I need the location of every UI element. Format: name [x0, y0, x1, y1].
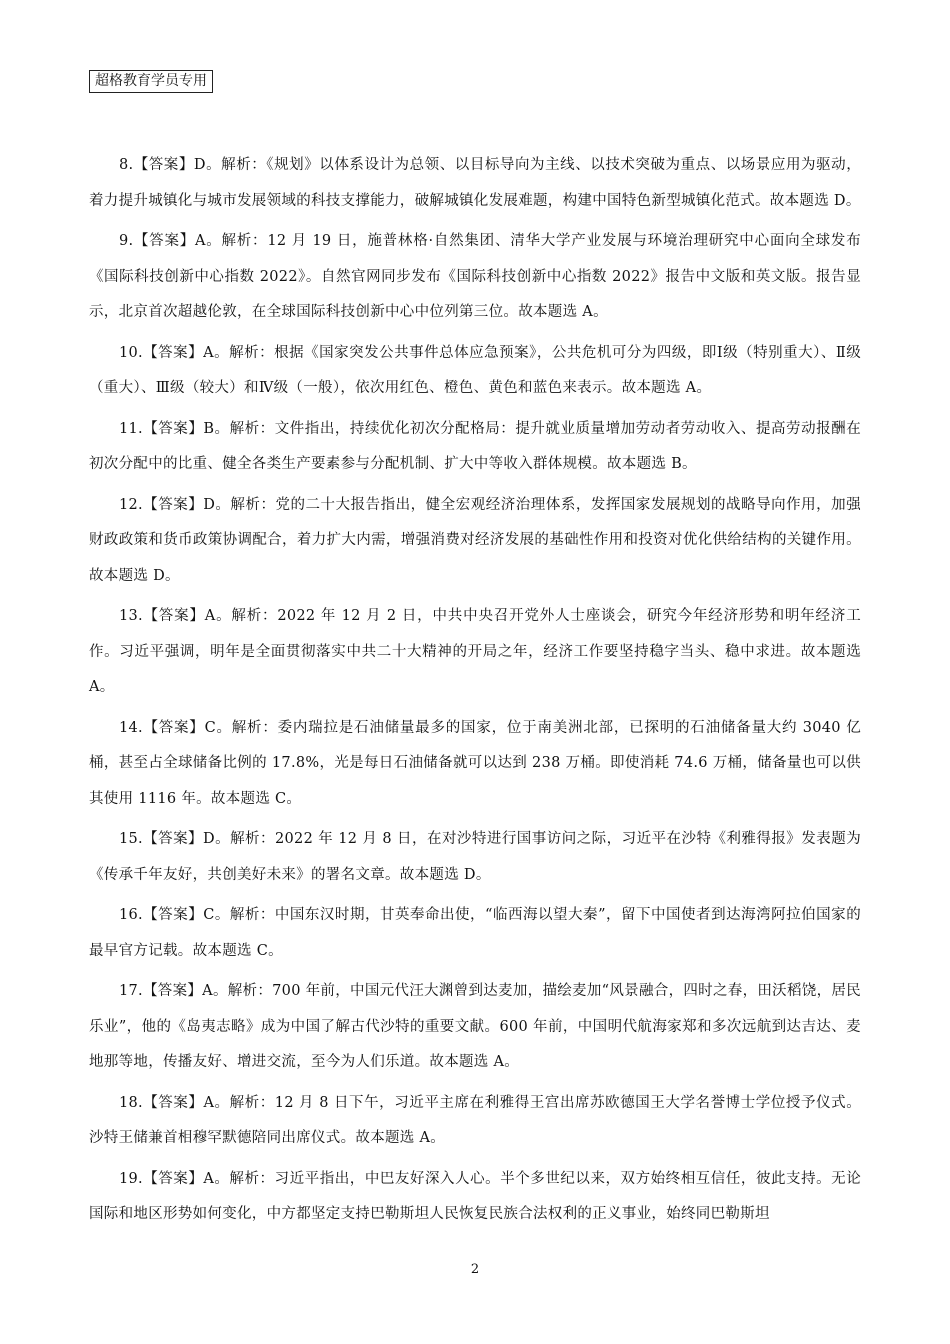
answer-12: 12.【答案】D。解析：党的二十大报告指出，健全宏观经济治理体系，发挥国家发展规划的战略导向作用，加强财政政策和货币政策协调配合，着力扩大内需，增强消费对经济发展的基础性作用和投资对优化供给结构的关键作用。故本题选 D。 — [89, 496, 861, 584]
answer-19: 19.【答案】A。解析：习近平指出，中巴友好深入人心。半个多世纪以来，双方始终相互信任，彼此支持。无论国际和地区形势如何变化，中方都坚定支持巴勒斯坦人民恢复民族合法权利的正义事业，始终同巴勒斯坦 — [89, 1170, 861, 1222]
answer-15: 15.【答案】D。解析：2022 年 12 月 8 日，在对沙特进行国事访问之际，习近平在沙特《利雅得报》发表题为《传承千年友好，共创美好未来》的署名文章。故本题选 D。 — [89, 831, 861, 883]
answer-9: 9.【答案】A。解析：12 月 19 日，施普林格·自然集团、清华大学产业发展与环境治理研究中心面向全球发布《国际科技创新中心指数 2022》。自然官网同步发布《国际科技创新中心指数 2022》报告中文版和英文版。报告显示，北京首次超越伦敦，在全球国际科技创新中心中位列第三位。故本题选 A。 — [89, 233, 861, 320]
answer-10: 10.【答案】A。解析：根据《国家突发公共事件总体应急预案》，公共危机可分为四级，即Ⅰ级（特别重大）、Ⅱ级（重大）、Ⅲ级（较大）和Ⅳ级（一般），依次用红色、橙色、黄色和蓝色来表示。故本题选 A。 — [89, 344, 861, 396]
page-number: 2 — [470, 1262, 480, 1277]
answer-11: 11.【答案】B。解析：文件指出，持续优化初次分配格局：提升就业质量增加劳动者劳动收入、提高劳动报酬在初次分配中的比重、健全各类生产要素参与分配机制、扩大中等收入群体规模。故本题选 B。 — [89, 420, 861, 472]
answer-14: 14.【答案】C。解析：委内瑞拉是石油储量最多的国家，位于南美洲北部，已探明的石油储备量大约 3040 亿桶，甚至占全球储备比例的 17.8%，光是每日石油储备就可以达到 238 万桶。即使消耗 74.6 万桶，储备量也可以供其使用 1116 年。故本题选 C。 — [89, 719, 861, 807]
answer-13: 13.【答案】A。解析：2022 年 12 月 2 日，中共中央召开党外人士座谈会，研究今年经济形势和明年经济工作。习近平强调，明年是全面贯彻落实中共二十大精神的开局之年，经济工作要坚持稳字当头、稳中求进。故本题选 A。 — [89, 608, 861, 695]
answer-18: 18.【答案】A。解析：12 月 8 日下午，习近平主席在利雅得王宫出席苏欧德国王大学名誉博士学位授予仪式。沙特王储兼首相穆罕默德陪同出席仪式。故本题选 A。 — [89, 1094, 861, 1146]
watermark-label: 超格教育学员专用 — [89, 70, 213, 93]
answer-8: 8.【答案】D。解析：《规划》以体系设计为总领、以目标导向为主线、以技术突破为重点、以场景应用为驱动，着力提升城镇化与城市发展领域的科技支撑能力，破解城镇化发展难题，构建中国特色新型城镇化范式。故本题选 D。 — [89, 157, 861, 209]
answer-16: 16.【答案】C。解析：中国东汉时期，甘英奉命出使，“临西海以望大秦”，留下中国使者到达海湾阿拉伯国家的最早官方记载。故本题选 C。 — [89, 907, 861, 959]
answer-17: 17.【答案】A。解析：700 年前，中国元代汪大渊曾到达麦加，描绘麦加“风景融合，四时之春，田沃稻饶，居民乐业”，他的《岛夷志略》成为中国了解古代沙特的重要文献。600 年前，中国明代航海家郑和多次远航到达吉达、麦地那等地，传播友好、增进交流，至今为人们乐道。故本题选 A。 — [89, 983, 861, 1070]
answer-explanations — [89, 148, 861, 1238]
